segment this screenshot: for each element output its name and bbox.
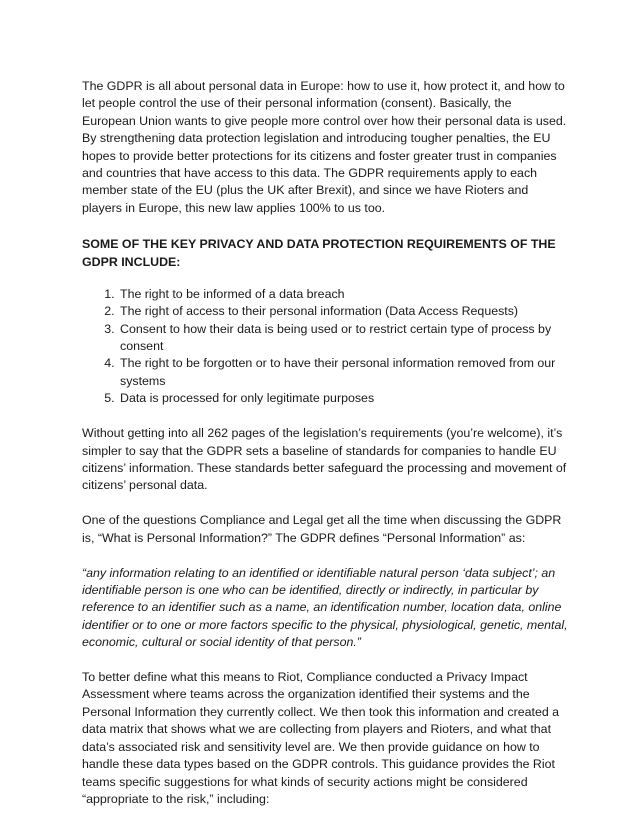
question-paragraph: One of the questions Compliance and Legal get all the time when discussing the GDPR is, “What is Personal Information?” The GDPR defines “Personal Information” as:: [82, 513, 562, 545]
requirements-list: [82, 286, 568, 408]
assessment-paragraph: To better define what this means to Riot, Compliance conducted a Privacy Impact Assessment where teams across the organization identified their systems and the Personal Information they currently collect. We then took this information and created a data matrix that shows what we are collecting from players and Rioters, and what that data’s associated risk and sensitivity level are. We then provide guidance on how to handle these data types based on the GDPR controls. This guidance provides the Riot teams specific suggestions for what kinds of security actions might be considered “appropriate to the risk,” including:: [82, 670, 560, 806]
list-item: 1. The right to be informed of a data breach: [118, 286, 568, 303]
definition-quote: “any information relating to an identified or identifiable natural person ‘data subject’; an identifiable person is one who can be identified, directly or indirectly, in particular by reference to an identifier such as a name, an identification number, location data, online identifier or to one or more factors specific to the physical, physiological, genetic, mental, economic, cultural or social identity of that person.”: [82, 565, 568, 650]
list-item: 3. Consent to how their data is being used or to restrict certain type of process by consent: [118, 321, 568, 356]
section-heading: SOME OF THE KEY PRIVACY AND DATA PROTECTION REQUIREMENTS OF THE GDPR INCLUDE:: [82, 236, 556, 269]
list-item: 4. The right to be forgotten or to have their personal information removed from our systems: [118, 355, 568, 390]
list-item: 2. The right of access to their personal information (Data Access Requests): [118, 303, 568, 320]
baseline-paragraph: Without getting into all 262 pages of the legislation’s requirements (you’re welcome), it’s simpler to say that the GDPR sets a baseline of standards for companies to handle EU citizens’ information. These standards better safeguard the processing and movement of citizens’ personal data.: [82, 426, 567, 493]
list-item: 5. Data is processed for only legitimate purposes: [118, 390, 568, 407]
document-page: [82, 78, 568, 826]
intro-paragraph: The GDPR is all about personal data in Europe: how to use it, how protect it, and how to let people control the use of their personal information (consent). Basically, the European Union wants to give people more control over how their personal data is used. By strengthening data protection legislation and introducing tougher penalties, the EU hopes to provide better protections for its citizens and foster greater trust in companies and countries that have access to this data. The GDPR requirements apply to each member state of the EU (plus the UK after Brexit), and since we have Rioters and players in Europe, this new law applies 100% to us too.: [82, 79, 567, 215]
